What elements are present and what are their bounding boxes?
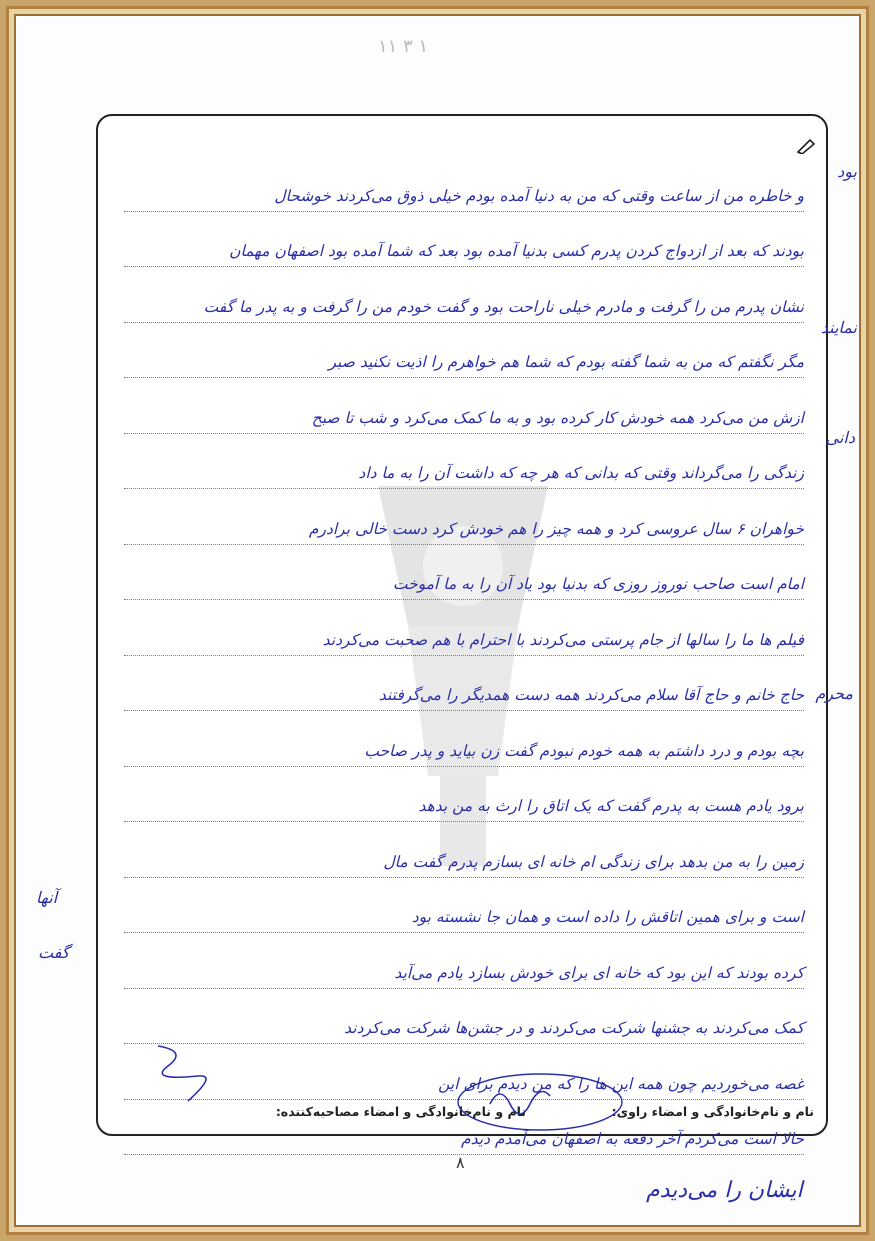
- form-box: [96, 114, 828, 1148]
- interviewer-signature-icon: [450, 1064, 630, 1134]
- ruled-line: [124, 600, 804, 656]
- ruled-line: [124, 212, 804, 268]
- narrator-signature-icon: [138, 1036, 248, 1106]
- ruled-line: [124, 267, 804, 323]
- ruled-line: [124, 545, 804, 601]
- interviewer-signature-label: نام و نام‌خانوادگی و امضاء مصاحبه‌کننده:: [275, 1104, 526, 1119]
- ruled-line: [124, 156, 804, 212]
- pencil-icon: [796, 138, 816, 154]
- handwritten-line: غصه می‌خوردیم چون همه این ها را که من دیدم برای این: [438, 1074, 804, 1093]
- handwritten-line: کمک می‌کردند به جشنها شرکت می‌کردند و در جشن‌ها شرکت می‌کردند: [344, 1019, 804, 1037]
- margin-note: بود: [837, 162, 857, 181]
- scanned-page: [18, 18, 857, 1223]
- handwritten-line: زندگی را می‌گرداند وقتی که بدانی که هر چه که داشت آن را به ما داد: [358, 464, 804, 482]
- ruled-line: [124, 822, 804, 878]
- handwritten-line: بودند که بعد از ازدواج کردن پدرم کسی بدنیا آمده بود بعد که شما آمده بود اصفهان مهمان: [229, 242, 804, 260]
- handwritten-line: حالا است می‌کردم آخر دفعه به اصفهان می‌آمدم دیدم: [461, 1130, 804, 1148]
- ruled-line: [124, 323, 804, 379]
- handwritten-line: حاج خانم و حاج آقا سلام می‌کردند همه دست همدیگر را می‌گرفتند: [378, 686, 804, 704]
- narrator-signature-label: نام و نام‌خانوادگی و امضاء راوی:: [611, 1104, 814, 1119]
- handwritten-line: فیلم ها ما را سالها از جام پرستی می‌کردند با احترام با هم صحبت می‌کردند: [322, 630, 804, 649]
- handwritten-line: خواهران ۶ سال عروسی کرد و همه چیز را هم خودش کرد دست خالی برادرم: [308, 519, 804, 538]
- handwritten-line: مگر نگفتم که من به شما گفته بودم که شما هم خواهرم را اذیت نکنید صبر: [328, 353, 804, 371]
- ruled-line: [124, 434, 804, 490]
- ruled-line: [124, 656, 804, 712]
- handwritten-line: و خاطره من از ساعت وقتی که من به دنیا آمده بودم خیلی ذوق می‌کردند خوشحال: [274, 186, 804, 205]
- ruled-line: [124, 878, 804, 934]
- margin-note: دانی: [825, 428, 855, 447]
- ruled-line: [124, 767, 804, 823]
- margin-note: گفت: [38, 943, 70, 962]
- ruled-line: [124, 711, 804, 767]
- handwritten-line: کرده بودند که این بود که خانه ای برای خودش بسازد یادم می‌آید: [394, 963, 804, 982]
- handwritten-line: امام است صاحب نوروز روزی که بدنیا بود یاد آن را به ما آموخت: [392, 575, 804, 593]
- margin-note: محرم: [815, 684, 853, 703]
- handwritten-line: نشان پدرم من را گرفت و مادرم خیلی ناراحت بود و گفت خودم من را گرفت و به پدر ما گفت: [203, 297, 804, 316]
- handwritten-line: بچه بودم و درد داشتم به همه خودم نبودم گفت زن بیاید و پدر صاحب: [364, 741, 804, 760]
- handwritten-line: ازش من می‌کرد همه خودش کار کرده بود و به ما کمک می‌کرد و شب تا صبح: [311, 408, 804, 427]
- top-page-mark: ۱۱ ۳ ۱: [378, 36, 429, 57]
- ruled-lines: [124, 156, 804, 1155]
- handwritten-line: زمین را به من بدهد برای زندگی ام خانه ای بسازم پدرم گفت مال: [383, 852, 804, 871]
- handwritten-line: است و برای همین اتاقش را داده است و همان جا نشسته بود: [411, 908, 804, 926]
- ruled-line: [124, 378, 804, 434]
- bottom-handwritten-note: ایشان را می‌دیدم: [646, 1178, 803, 1203]
- ruled-line: [124, 933, 804, 989]
- handwritten-line: برود یادم هست به پدرم گفت که یک اتاق را ارث به من بدهد: [418, 797, 804, 815]
- page-number: ۸: [456, 1153, 465, 1172]
- margin-note: آنها: [36, 888, 58, 907]
- ruled-line: [124, 489, 804, 545]
- margin-note: نمایند: [820, 318, 857, 337]
